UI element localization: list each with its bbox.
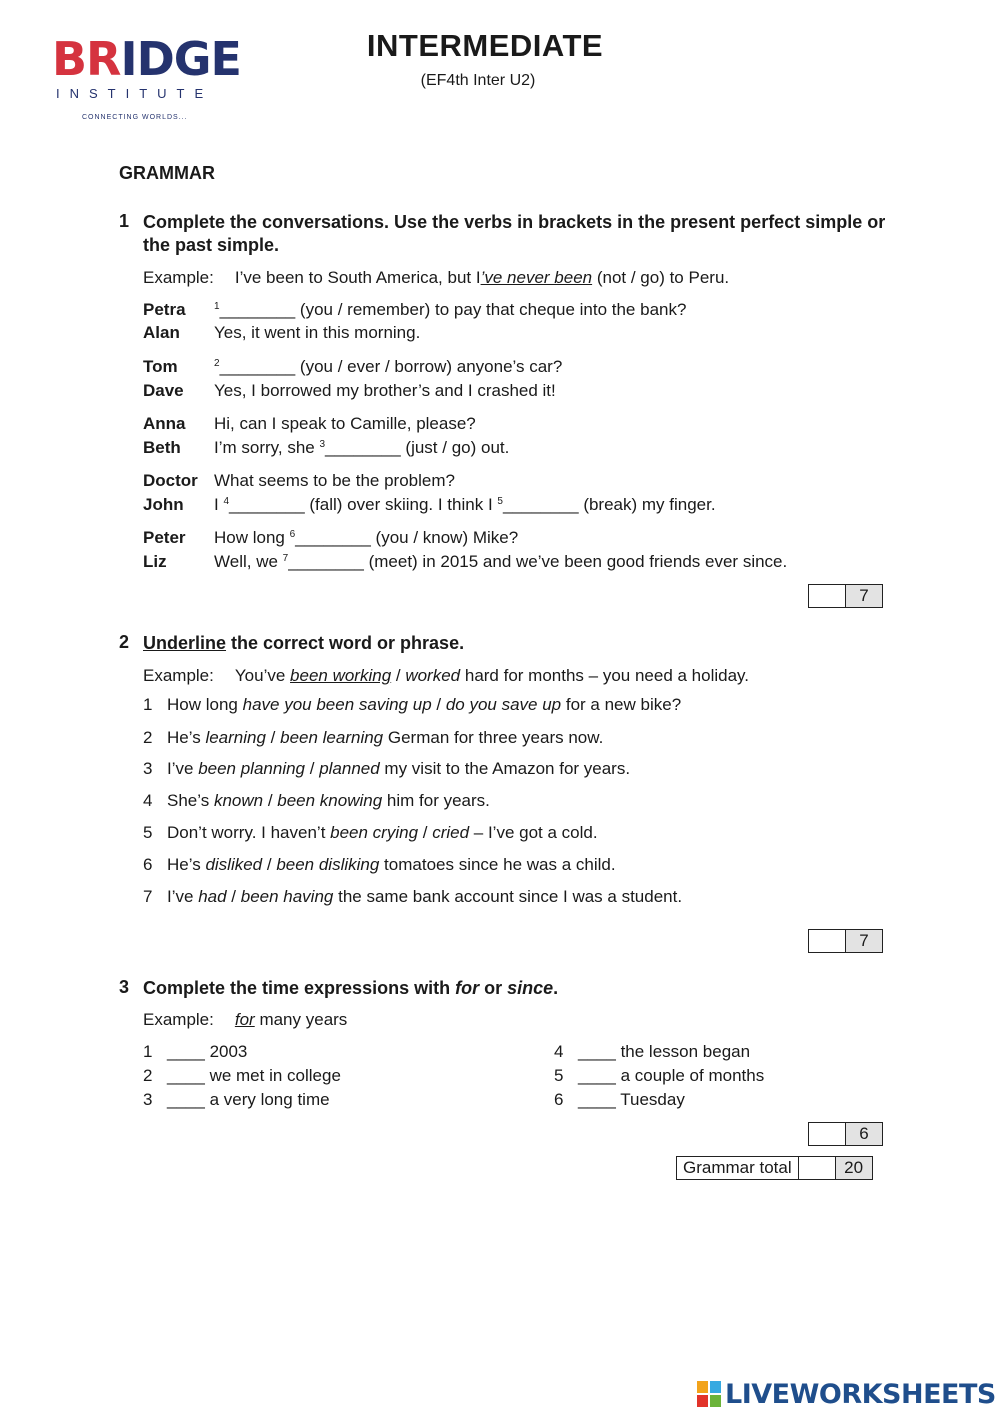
q3-blank[interactable]: ____	[167, 1042, 205, 1061]
bridge-institute-logo	[52, 32, 241, 128]
q1-line-6: How long $^6$________ (you / know) Mike?	[214, 528, 519, 547]
q2-example-answer: been working	[290, 666, 392, 685]
q2-option-a[interactable]: been planning	[198, 759, 306, 778]
q1-number: 1	[119, 211, 130, 231]
logo-institute: INSTITUTE	[56, 86, 214, 101]
speaker-anna: Anna	[143, 414, 186, 433]
speaker-doctor: Doctor	[143, 471, 198, 490]
q1-instruction: Complete the conversations. Use the verbs in brackets in the present perfect simple or the past simple.	[143, 212, 886, 255]
q2-option-b[interactable]: been disliking	[276, 855, 380, 874]
blank-4[interactable]: ________	[229, 495, 305, 514]
q3-item-number: 4	[554, 1042, 564, 1061]
q1-example: Example: I’ve been to South America, but I’ve never been (not / go) to Peru.	[143, 268, 730, 287]
blank-6[interactable]: ________	[295, 528, 371, 547]
q2-option-a[interactable]: learning	[205, 728, 266, 747]
q3-blank[interactable]: ____	[578, 1066, 616, 1085]
page-subtitle: (EF4th Inter U2)	[420, 72, 536, 89]
q3-blank[interactable]: ____	[578, 1090, 616, 1109]
q2-item-number: 2	[143, 728, 153, 747]
q2-option-b[interactable]: planned	[319, 759, 380, 778]
q3-item-3: 3 ____ a very long time	[143, 1088, 330, 1112]
q3-item-6: 6 ____ Tuesday	[554, 1088, 685, 1112]
page-title: INTERMEDIATE	[366, 28, 604, 63]
blank-5[interactable]: ________	[502, 495, 579, 514]
q3-item-number: 2	[143, 1066, 153, 1085]
q2-score-input[interactable]	[809, 930, 846, 952]
q2-option-a[interactable]: disliked	[205, 855, 263, 874]
q3-item-4: 4 ____ the lesson began	[554, 1040, 750, 1064]
q1-line-dave: Yes, I borrowed my brother’s and I crashed it!	[214, 381, 556, 400]
q3-item-number: 3	[143, 1090, 153, 1109]
q1-line-anna: Hi, can I speak to Camille, please?	[214, 414, 476, 433]
blank-1[interactable]: ________	[219, 300, 296, 319]
q2-instruction: Underline the correct word or phrase.	[143, 633, 465, 653]
q2-option-b[interactable]: been learning	[280, 728, 384, 747]
speaker-peter: Peter	[143, 528, 186, 547]
q2-option-a[interactable]: have you been saving up	[242, 695, 432, 714]
q3-score-input[interactable]	[809, 1123, 846, 1145]
q2-item-number: 7	[143, 887, 153, 906]
q1-line-3: I’m sorry, she $^3$________ (just / go) out.	[214, 438, 510, 457]
q3-blank[interactable]: ____	[578, 1042, 616, 1061]
q2-item-4: 4 She’s known / been knowing him for years.	[143, 789, 490, 813]
q2-item-5: 5 Don’t worry. I haven’t been crying / cried – I’ve got a cold.	[143, 821, 598, 845]
q3-instruction: Complete the time expressions with for or since.	[143, 978, 559, 998]
q2-number: 2	[119, 632, 130, 652]
blank-7[interactable]: ________	[288, 552, 364, 571]
q3-blank[interactable]: ____	[167, 1090, 205, 1109]
q2-item-2: 2 He’s learning / been learning German for three years now.	[143, 726, 603, 750]
blank-3[interactable]: ________	[325, 438, 401, 457]
liveworksheets-watermark: LIVEWORKSHEETS	[697, 1377, 996, 1411]
q3-item-5: 5 ____ a couple of months	[554, 1064, 764, 1088]
q1-score-max: 7	[846, 585, 882, 607]
q2-option-b[interactable]: do you save up	[445, 695, 562, 714]
logo-tagline: CONNECTING WORLDS...	[82, 114, 188, 121]
grammar-total-box	[676, 1156, 873, 1180]
q1-line-doctor: What seems to be the problem?	[214, 471, 455, 490]
q3-number: 3	[119, 977, 130, 997]
q2-option-a[interactable]: had	[198, 887, 227, 906]
speaker-tom: Tom	[143, 357, 178, 376]
speaker-petra: Petra	[143, 300, 186, 319]
q1-score-input[interactable]	[809, 585, 846, 607]
section-heading: GRAMMAR	[119, 163, 215, 183]
q2-item-number: 5	[143, 823, 153, 842]
q2-score-box	[808, 929, 883, 953]
q1-line-1: $^1$________ (you / remember) to pay that cheque into the bank?	[214, 300, 687, 319]
speaker-alan: Alan	[143, 323, 180, 342]
q2-option-b[interactable]: been having	[240, 887, 334, 906]
q2-option-b[interactable]: cried	[432, 823, 470, 842]
q2-item-number: 4	[143, 791, 153, 810]
q3-item-number: 5	[554, 1066, 564, 1085]
q2-item-1: 1 How long have you been saving up / do you save up for a new bike?	[143, 693, 681, 717]
grammar-total-max: 20	[836, 1157, 872, 1179]
logo-wordmark: BRIDGE	[52, 32, 241, 86]
q1-line-2: $^2$________ (you / ever / borrow) anyone’s car?	[214, 357, 563, 376]
speaker-liz: Liz	[143, 552, 167, 571]
q3-item-number: 6	[554, 1090, 564, 1109]
q2-example: Example: You’ve been working / worked hard for months – you need a holiday.	[143, 666, 750, 685]
blank-2[interactable]: ________	[219, 357, 296, 376]
q2-item-number: 6	[143, 855, 153, 874]
q3-score-box	[808, 1122, 883, 1146]
q1-score-box	[808, 584, 883, 608]
speaker-john: John	[143, 495, 184, 514]
q2-option-a[interactable]: known	[213, 791, 264, 810]
q2-item-number: 1	[143, 695, 153, 714]
q2-item-number: 3	[143, 759, 153, 778]
q3-item-number: 1	[143, 1042, 153, 1061]
grammar-total-label: Grammar total	[677, 1157, 799, 1179]
q3-example: Example: for many years	[143, 1010, 348, 1029]
q3-item-2: 2 ____ we met in college	[143, 1064, 341, 1088]
q2-score-max: 7	[846, 930, 882, 952]
speaker-beth: Beth	[143, 438, 181, 457]
grammar-total-input[interactable]	[799, 1157, 836, 1179]
q3-item-1: 1 ____ 2003	[143, 1040, 247, 1064]
liveworksheets-icon	[697, 1381, 721, 1407]
speaker-dave: Dave	[143, 381, 184, 400]
q2-option-a[interactable]: been crying	[330, 823, 419, 842]
q2-option-b[interactable]: been knowing	[277, 791, 383, 810]
q2-item-3: 3 I’ve been planning / planned my visit to the Amazon for years.	[143, 757, 630, 781]
q3-score-max: 6	[846, 1123, 882, 1145]
q1-line-4-5: I $^4$________ (fall) over skiing. I think I $^5$________ (break) my finger.	[214, 495, 716, 514]
q2-item-7: 7 I’ve had / been having the same bank account since I was a student.	[143, 885, 682, 909]
q3-example-answer: for	[234, 1010, 255, 1029]
q1-line-7: Well, we $^7$________ (meet) in 2015 and we’ve been good friends ever since.	[214, 552, 788, 571]
q1-example-answer: ’ve never been	[480, 268, 593, 287]
q2-item-6: 6 He’s disliked / been disliking tomatoes since he was a child.	[143, 853, 616, 877]
q3-blank[interactable]: ____	[167, 1066, 205, 1085]
q1-line-alan: Yes, it went in this morning.	[214, 323, 421, 342]
